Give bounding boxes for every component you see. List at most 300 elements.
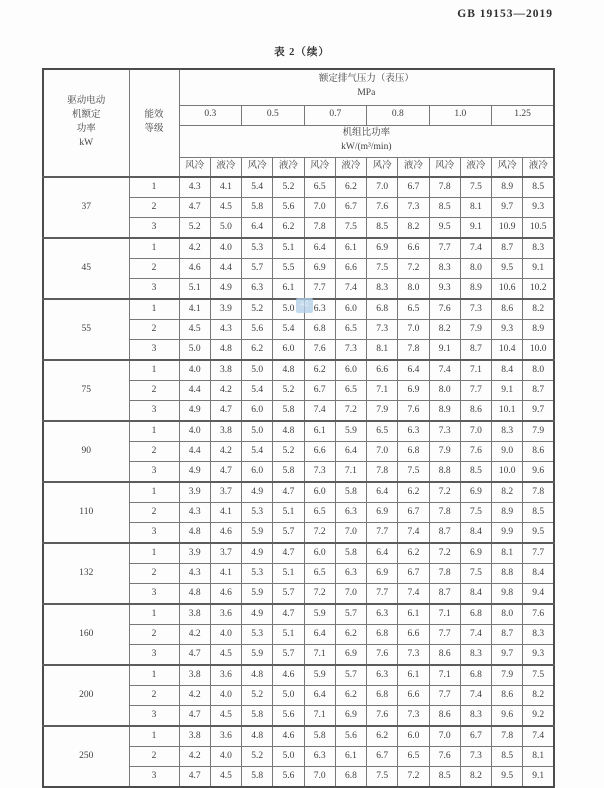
value-cell: 6.3: [335, 503, 366, 523]
pressure-value-header: 1.25: [492, 105, 555, 125]
value-cell: 8.3: [460, 645, 491, 666]
value-cell: 6.0: [304, 482, 335, 503]
value-cell: 5.0: [273, 747, 304, 767]
value-cell: 4.6: [210, 523, 241, 544]
value-cell: 10.4: [492, 340, 523, 361]
value-cell: 6.5: [304, 177, 335, 198]
value-cell: 4.5: [210, 767, 241, 788]
value-cell: 8.5: [460, 462, 491, 483]
value-cell: 4.9: [210, 279, 241, 300]
value-cell: 8.3: [429, 259, 460, 279]
value-cell: 6.8: [460, 665, 491, 686]
grade-cell: 3: [129, 279, 179, 300]
value-cell: 7.6: [367, 198, 398, 218]
value-cell: 8.3: [523, 238, 554, 259]
value-cell: 4.8: [273, 421, 304, 442]
value-cell: 7.3: [335, 340, 366, 361]
value-cell: 4.8: [210, 340, 241, 361]
value-cell: 7.4: [398, 523, 429, 544]
value-cell: 8.1: [367, 340, 398, 361]
value-cell: 5.3: [242, 503, 273, 523]
value-cell: 7.7: [367, 523, 398, 544]
value-cell: 7.1: [367, 381, 398, 401]
value-cell: 6.8: [367, 625, 398, 645]
value-cell: 8.3: [367, 279, 398, 300]
value-cell: 7.8: [429, 177, 460, 198]
value-cell: 8.4: [492, 360, 523, 381]
motor-power-header: [43, 69, 129, 177]
value-cell: 5.4: [242, 381, 273, 401]
power-cell: 45: [43, 238, 129, 299]
value-cell: 5.4: [273, 320, 304, 340]
value-cell: 6.3: [335, 564, 366, 584]
value-cell: 4.2: [179, 625, 210, 645]
value-cell: 5.9: [304, 604, 335, 625]
value-cell: 6.0: [242, 462, 273, 483]
power-cell: 160: [43, 604, 129, 665]
value-cell: 5.8: [335, 543, 366, 564]
power-group: [43, 360, 554, 421]
specific-power-header: [179, 125, 554, 157]
value-cell: 4.2: [179, 238, 210, 259]
value-cell: 6.2: [367, 726, 398, 747]
value-cell: 4.8: [179, 584, 210, 605]
value-cell: 5.6: [273, 198, 304, 218]
grade-cell: 2: [129, 564, 179, 584]
value-cell: 5.6: [273, 767, 304, 788]
value-cell: 7.6: [398, 401, 429, 422]
value-cell: 7.7: [367, 584, 398, 605]
value-cell: 7.6: [367, 706, 398, 727]
air-cooled-header: 风冷: [242, 157, 273, 177]
value-cell: 6.9: [367, 503, 398, 523]
pressure-value-header: 1.0: [429, 105, 492, 125]
value-cell: 3.7: [210, 543, 241, 564]
value-cell: 5.0: [273, 299, 304, 320]
power-group: [43, 543, 554, 604]
value-cell: 6.7: [398, 503, 429, 523]
value-cell: 4.7: [273, 543, 304, 564]
value-cell: 6.7: [335, 198, 366, 218]
spec-power-table: [42, 68, 555, 788]
value-cell: 6.8: [398, 442, 429, 462]
value-cell: 7.1: [335, 462, 366, 483]
value-cell: 4.5: [210, 706, 241, 727]
value-cell: 6.7: [398, 564, 429, 584]
power-cell: 250: [43, 726, 129, 787]
value-cell: 6.9: [367, 238, 398, 259]
value-cell: 8.5: [429, 767, 460, 788]
value-cell: 6.8: [335, 767, 366, 788]
value-cell: 5.9: [304, 665, 335, 686]
value-cell: 6.9: [335, 706, 366, 727]
value-cell: 7.0: [304, 198, 335, 218]
value-cell: 4.0: [210, 686, 241, 706]
value-cell: 8.3: [492, 421, 523, 442]
value-cell: 6.1: [273, 279, 304, 300]
motor-power-header-line: 机额定: [71, 110, 101, 121]
table-row: [43, 665, 554, 686]
value-cell: 7.3: [398, 645, 429, 666]
value-cell: 7.0: [367, 177, 398, 198]
value-cell: 5.8: [273, 401, 304, 422]
value-cell: 5.8: [304, 726, 335, 747]
value-cell: 8.6: [523, 442, 554, 462]
value-cell: 8.0: [492, 604, 523, 625]
grade-cell: 2: [129, 625, 179, 645]
value-cell: 7.8: [429, 564, 460, 584]
value-cell: 7.5: [460, 503, 491, 523]
value-cell: 6.9: [304, 259, 335, 279]
value-cell: 4.6: [273, 665, 304, 686]
value-cell: 4.5: [210, 645, 241, 666]
value-cell: 6.9: [335, 645, 366, 666]
value-cell: 7.1: [429, 665, 460, 686]
table-row: [43, 604, 554, 625]
value-cell: 7.2: [398, 767, 429, 788]
value-cell: 5.0: [242, 360, 273, 381]
value-cell: 8.2: [523, 686, 554, 706]
power-group: [43, 665, 554, 726]
value-cell: 6.0: [335, 360, 366, 381]
value-cell: 6.0: [242, 401, 273, 422]
value-cell: 7.3: [429, 421, 460, 442]
value-cell: 7.8: [304, 218, 335, 239]
value-cell: 5.4: [242, 177, 273, 198]
value-cell: 8.2: [398, 218, 429, 239]
grade-cell: 1: [129, 177, 179, 198]
efficiency-grade-header: [129, 69, 179, 177]
motor-power-header-line: 功率: [76, 124, 96, 134]
value-cell: 8.3: [523, 625, 554, 645]
value-cell: 8.7: [523, 381, 554, 401]
value-cell: 10.1: [492, 401, 523, 422]
value-cell: 8.2: [492, 482, 523, 503]
table-title: 表 2（续）: [274, 47, 330, 58]
value-cell: 4.9: [242, 482, 273, 503]
value-cell: 7.0: [367, 442, 398, 462]
value-cell: 6.2: [398, 543, 429, 564]
grade-cell: 3: [129, 584, 179, 605]
value-cell: 6.7: [367, 747, 398, 767]
value-cell: 6.6: [398, 625, 429, 645]
value-cell: 4.3: [179, 177, 210, 198]
value-cell: 7.7: [429, 686, 460, 706]
grade-cell: 1: [129, 421, 179, 442]
value-cell: 7.3: [304, 462, 335, 483]
value-cell: 7.6: [460, 442, 491, 462]
value-cell: 10.0: [492, 462, 523, 483]
value-cell: 9.3: [523, 645, 554, 666]
value-cell: 8.5: [492, 747, 523, 767]
value-cell: 5.9: [335, 421, 366, 442]
value-cell: 6.2: [335, 686, 366, 706]
air-cooled-header: 风冷: [429, 157, 460, 177]
value-cell: 7.4: [523, 726, 554, 747]
power-group: [43, 177, 554, 238]
value-cell: 7.4: [460, 625, 491, 645]
value-cell: 4.2: [179, 686, 210, 706]
value-cell: 4.7: [273, 482, 304, 503]
value-cell: 4.1: [179, 299, 210, 320]
value-cell: 7.9: [492, 665, 523, 686]
value-cell: 7.5: [335, 218, 366, 239]
value-cell: 7.7: [460, 381, 491, 401]
value-cell: 7.1: [304, 706, 335, 727]
value-cell: 7.0: [429, 726, 460, 747]
pressure-value-header: 0.8: [367, 105, 430, 125]
value-cell: 8.9: [460, 279, 491, 300]
value-cell: 6.0: [335, 299, 366, 320]
table-row: [43, 482, 554, 503]
value-cell: 7.8: [523, 482, 554, 503]
value-cell: 4.0: [179, 421, 210, 442]
value-cell: 7.9: [460, 320, 491, 340]
grade-cell: 2: [129, 503, 179, 523]
value-cell: 5.2: [242, 747, 273, 767]
value-cell: 3.6: [210, 604, 241, 625]
value-cell: 6.0: [273, 340, 304, 361]
power-group: [43, 726, 554, 787]
value-cell: 7.6: [523, 604, 554, 625]
value-cell: 5.5: [273, 259, 304, 279]
value-cell: 6.3: [304, 747, 335, 767]
value-cell: 5.6: [242, 320, 273, 340]
value-cell: 4.4: [179, 381, 210, 401]
value-cell: 6.5: [398, 747, 429, 767]
value-cell: 6.7: [398, 177, 429, 198]
value-cell: 6.4: [367, 482, 398, 503]
grade-cell: 1: [129, 543, 179, 564]
power-cell: 110: [43, 482, 129, 543]
value-cell: 7.1: [429, 604, 460, 625]
value-cell: 8.0: [429, 381, 460, 401]
efficiency-grade-header-line: 能效: [144, 110, 164, 121]
value-cell: 6.8: [304, 320, 335, 340]
value-cell: 5.9: [242, 584, 273, 605]
value-cell: 6.9: [460, 543, 491, 564]
value-cell: 6.0: [304, 543, 335, 564]
value-cell: 9.7: [523, 401, 554, 422]
value-cell: 6.9: [398, 381, 429, 401]
value-cell: 7.2: [398, 259, 429, 279]
value-cell: 6.6: [367, 360, 398, 381]
value-cell: 5.7: [335, 665, 366, 686]
value-cell: 6.2: [304, 360, 335, 381]
value-cell: 6.5: [335, 381, 366, 401]
grade-cell: 2: [129, 320, 179, 340]
value-cell: 8.2: [429, 320, 460, 340]
value-cell: 6.2: [335, 177, 366, 198]
value-cell: 7.7: [523, 543, 554, 564]
value-cell: 7.2: [304, 523, 335, 544]
value-cell: 7.0: [335, 523, 366, 544]
value-cell: 7.6: [429, 747, 460, 767]
pressure-value-header: 0.7: [304, 105, 367, 125]
value-cell: 6.1: [398, 604, 429, 625]
value-cell: 8.1: [460, 198, 491, 218]
efficiency-grade-header-line: 等级: [144, 124, 164, 134]
value-cell: 7.1: [460, 360, 491, 381]
motor-power-header-line: kW: [79, 137, 94, 148]
watermark-stamp: AC: [296, 298, 313, 313]
value-cell: 10.0: [523, 340, 554, 361]
value-cell: 7.3: [398, 706, 429, 727]
value-cell: 4.6: [273, 726, 304, 747]
power-cell: 37: [43, 177, 129, 238]
value-cell: 6.2: [273, 218, 304, 239]
value-cell: 4.6: [210, 584, 241, 605]
value-cell: 4.3: [179, 564, 210, 584]
power-cell: 75: [43, 360, 129, 421]
value-cell: 4.4: [210, 259, 241, 279]
value-cell: 6.3: [367, 665, 398, 686]
grade-cell: 3: [129, 218, 179, 239]
value-cell: 5.2: [273, 442, 304, 462]
power-group: [43, 238, 554, 299]
value-cell: 7.9: [367, 401, 398, 422]
value-cell: 4.3: [179, 503, 210, 523]
value-cell: 5.7: [273, 523, 304, 544]
value-cell: 5.7: [273, 584, 304, 605]
value-cell: 6.5: [398, 299, 429, 320]
value-cell: 8.0: [398, 279, 429, 300]
value-cell: 6.3: [398, 421, 429, 442]
value-cell: 5.7: [335, 604, 366, 625]
specific-power-header-line: kW/(m³/min): [341, 142, 392, 152]
value-cell: 5.0: [179, 340, 210, 361]
value-cell: 8.9: [492, 503, 523, 523]
table-header: [43, 69, 554, 177]
value-cell: 4.8: [242, 726, 273, 747]
value-cell: 10.5: [523, 218, 554, 239]
value-cell: 4.5: [179, 320, 210, 340]
value-cell: 5.7: [242, 259, 273, 279]
value-cell: 3.8: [210, 421, 241, 442]
value-cell: 6.4: [304, 686, 335, 706]
value-cell: 8.9: [492, 177, 523, 198]
value-cell: 5.2: [273, 177, 304, 198]
value-cell: 7.2: [429, 543, 460, 564]
value-cell: 5.6: [335, 726, 366, 747]
value-cell: 7.4: [460, 686, 491, 706]
value-cell: 8.4: [523, 564, 554, 584]
value-cell: 5.1: [179, 279, 210, 300]
value-cell: 9.5: [492, 767, 523, 788]
grade-cell: 3: [129, 401, 179, 422]
value-cell: 4.7: [179, 706, 210, 727]
value-cell: 5.9: [242, 523, 273, 544]
value-cell: 9.3: [429, 279, 460, 300]
header-row-main: [43, 69, 554, 105]
power-cell: 200: [43, 665, 129, 726]
value-cell: 6.0: [398, 726, 429, 747]
value-cell: 3.7: [210, 482, 241, 503]
value-cell: 6.6: [304, 442, 335, 462]
value-cell: 9.5: [523, 523, 554, 544]
value-cell: 5.8: [242, 767, 273, 788]
grade-cell: 3: [129, 706, 179, 727]
grade-cell: 2: [129, 198, 179, 218]
value-cell: 7.5: [367, 259, 398, 279]
value-cell: 3.9: [179, 543, 210, 564]
value-cell: 7.7: [429, 625, 460, 645]
power-group: [43, 482, 554, 543]
value-cell: 8.5: [367, 218, 398, 239]
value-cell: 6.7: [304, 381, 335, 401]
grade-cell: 3: [129, 462, 179, 483]
power-group: [43, 421, 554, 482]
value-cell: 6.1: [398, 665, 429, 686]
liquid-cooled-header: 液冷: [335, 157, 366, 177]
value-cell: 4.1: [210, 177, 241, 198]
value-cell: 10.2: [523, 279, 554, 300]
value-cell: 9.5: [429, 218, 460, 239]
power-cell: 90: [43, 421, 129, 482]
value-cell: 8.2: [460, 767, 491, 788]
value-cell: 5.0: [273, 686, 304, 706]
value-cell: 6.5: [304, 503, 335, 523]
value-cell: 4.7: [179, 198, 210, 218]
value-cell: 7.5: [460, 177, 491, 198]
value-cell: 6.4: [398, 360, 429, 381]
value-cell: 4.0: [210, 747, 241, 767]
grade-cell: 3: [129, 645, 179, 666]
value-cell: 4.6: [179, 259, 210, 279]
value-cell: 8.8: [429, 462, 460, 483]
table-row: [43, 360, 554, 381]
value-cell: 9.6: [492, 706, 523, 727]
value-cell: 4.4: [179, 442, 210, 462]
value-cell: 9.1: [492, 381, 523, 401]
value-cell: 8.4: [460, 584, 491, 605]
value-cell: 9.2: [523, 706, 554, 727]
value-cell: 7.8: [367, 462, 398, 483]
value-cell: 7.4: [460, 238, 491, 259]
value-cell: 8.9: [429, 401, 460, 422]
value-cell: 9.1: [429, 340, 460, 361]
value-cell: 3.8: [179, 726, 210, 747]
table-row: [43, 543, 554, 564]
value-cell: 4.0: [210, 625, 241, 645]
value-cell: 3.8: [210, 360, 241, 381]
value-cell: 5.2: [179, 218, 210, 239]
value-cell: 8.8: [492, 564, 523, 584]
value-cell: 8.0: [460, 259, 491, 279]
value-cell: 7.6: [367, 645, 398, 666]
standard-number: GB 19153—2019: [457, 8, 553, 20]
grade-cell: 1: [129, 482, 179, 503]
grade-cell: 3: [129, 523, 179, 544]
value-cell: 5.3: [242, 564, 273, 584]
value-cell: 9.4: [523, 584, 554, 605]
value-cell: 8.6: [429, 706, 460, 727]
value-cell: 5.2: [242, 686, 273, 706]
value-cell: 5.1: [273, 238, 304, 259]
value-cell: 3.9: [179, 482, 210, 503]
value-cell: 7.5: [523, 665, 554, 686]
value-cell: 4.2: [210, 381, 241, 401]
value-cell: 5.8: [242, 198, 273, 218]
value-cell: 7.0: [304, 767, 335, 788]
value-cell: 7.8: [492, 726, 523, 747]
value-cell: 9.1: [523, 767, 554, 788]
value-cell: 8.7: [492, 238, 523, 259]
value-cell: 6.8: [367, 686, 398, 706]
liquid-cooled-header: 液冷: [523, 157, 554, 177]
value-cell: 3.6: [210, 665, 241, 686]
grade-cell: 1: [129, 604, 179, 625]
